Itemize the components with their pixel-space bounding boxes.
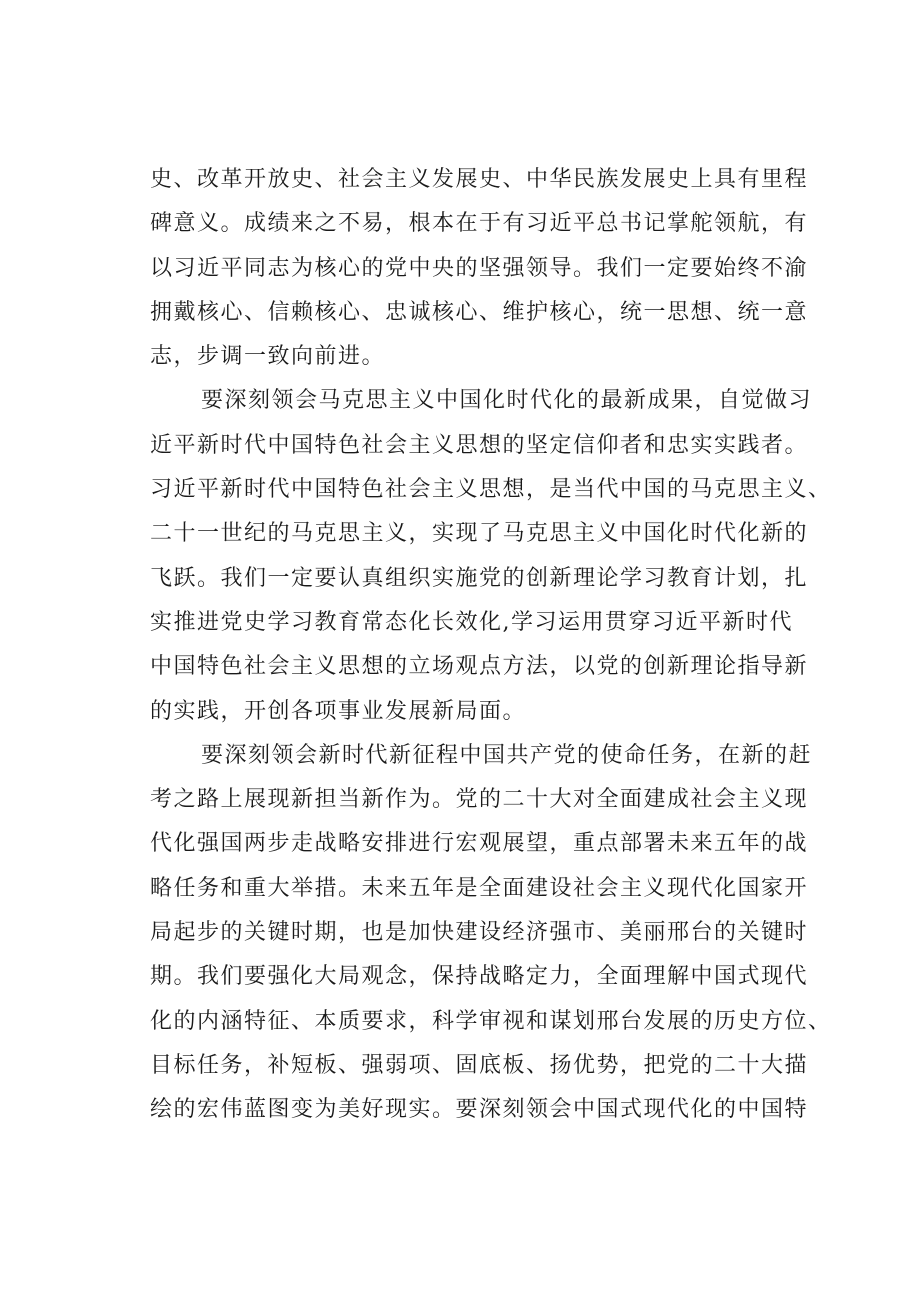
text-line: 以习近平同志为核心的党中央的坚强领导。我们一定要始终不渝 xyxy=(150,255,809,281)
paragraph-2 xyxy=(150,379,832,733)
document-body xyxy=(150,158,832,1133)
paragraph-1 xyxy=(150,158,810,379)
text-line: 近平新时代中国特色社会主义思想的坚定信仰者和忠实实践者。 xyxy=(150,432,809,458)
text-line: 志，步调一致向前进。 xyxy=(150,344,386,370)
text-line: 二十一世纪的马克思主义，实现了马克思主义中国化时代化新的 xyxy=(150,521,809,547)
text-line: 拥戴核心、信赖核心、忠诚核心、维护核心，统一思想、统一意 xyxy=(150,299,809,325)
text-line: 化的内涵特征、本质要求，科学审视和谋划邢台发展的历史方位、 xyxy=(150,1008,832,1034)
text-line: 碑意义。成绩来之不易，根本在于有习近平总书记掌舵领航，有 xyxy=(150,211,809,237)
text-line: 考之路上展现新担当新作为。党的二十大对全面建成社会主义现 xyxy=(150,787,809,813)
text-line: 期。我们要强化大局观念，保持战略定力，全面理解中国式现代 xyxy=(150,964,809,990)
text-line: 代化强国两步走战略安排进行宏观展望，重点部署未来五年的战 xyxy=(150,831,809,857)
text-line: 要深刻领会新时代新征程中国共产党的使命任务，在新的赶 xyxy=(201,742,813,768)
text-line: 史、改革开放史、社会主义发展史、中华民族发展史上具有里程 xyxy=(150,167,809,192)
text-line: 实推进党史学习教育常态化长效化,学习运用贯穿习近平新时代 xyxy=(150,609,793,635)
text-line: 绘的宏伟蓝图变为美好现实。要深刻领会中国式现代化的中国特 xyxy=(150,1097,809,1123)
text-line: 局起步的关键时期，也是加快建设经济强市、美丽邢台的关键时 xyxy=(150,920,809,946)
text-line: 中国特色社会主义思想的立场观点方法，以党的创新理论指导新 xyxy=(150,654,809,680)
text-line: 目标任务，补短板、强弱项、固底板、扬优势，把党的二十大描 xyxy=(150,1052,809,1078)
text-line: 的实践，开创各项事业发展新局面。 xyxy=(150,698,527,724)
text-line: 飞跃。我们一定要认真组织实施党的创新理论学习教育计划，扎 xyxy=(150,565,809,591)
text-line: 习近平新时代中国特色社会主义思想，是当代中国的马克思主义、 xyxy=(150,477,832,503)
paragraph-3 xyxy=(150,734,832,1133)
text-line: 要深刻领会马克思主义中国化时代化的最新成果，自觉做习 xyxy=(201,388,813,414)
text-line: 略任务和重大举措。未来五年是全面建设社会主义现代化国家开 xyxy=(150,875,809,901)
